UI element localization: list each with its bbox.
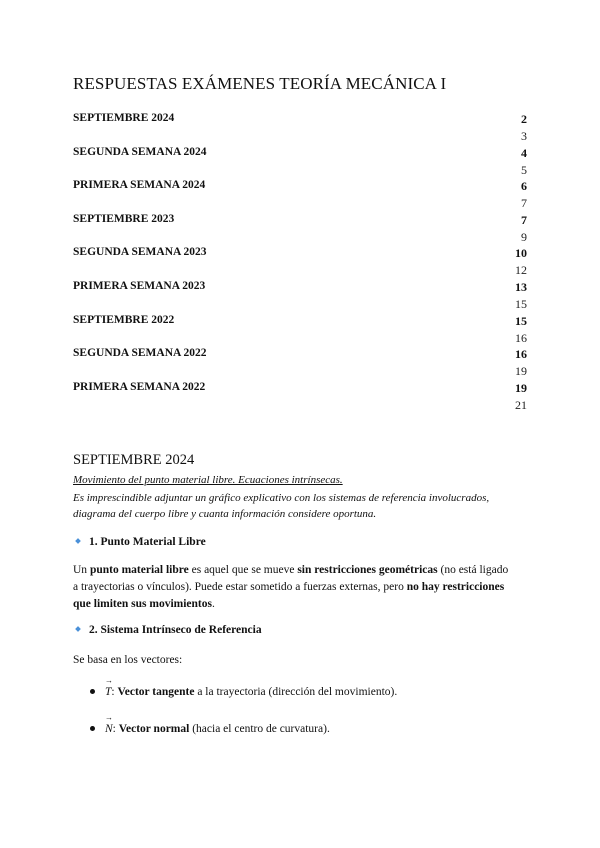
vector-letter: N xyxy=(105,723,113,735)
paragraph-text: . xyxy=(211,598,215,610)
toc-entry[interactable] xyxy=(73,179,527,213)
paragraph-intro: Se basa en los vectores: xyxy=(73,654,183,666)
vector-symbol xyxy=(105,676,113,698)
list-colon: : xyxy=(112,723,119,735)
toc-subentry-page[interactable]: 3 xyxy=(521,129,527,143)
toc-entry-page[interactable]: 13 xyxy=(515,279,527,294)
section-heading: SEPTIEMBRE 2024 xyxy=(73,452,195,468)
toc-entry-label[interactable]: SEPTIEMBRE 2022 xyxy=(73,313,175,326)
toc-entry[interactable] xyxy=(73,146,527,180)
list-colon: : xyxy=(111,686,118,698)
toc-entry[interactable] xyxy=(73,347,527,381)
bullet-dot-icon xyxy=(90,726,95,731)
toc-entry-label[interactable]: SEPTIEMBRE 2024 xyxy=(73,112,175,124)
paragraph-bold: sin restricciones geométricas xyxy=(297,564,438,576)
toc-entry[interactable] xyxy=(73,246,527,280)
toc-entry-page[interactable]: 10 xyxy=(515,246,527,261)
vector-letter: T xyxy=(105,686,112,698)
subheading-sistema-intrinseco xyxy=(76,624,262,636)
toc-entry[interactable] xyxy=(73,213,527,247)
toc-entry-label[interactable]: SEGUNDA SEMANA 2024 xyxy=(73,145,207,158)
toc-entry-label[interactable]: SEPTIEMBRE 2023 xyxy=(73,212,175,225)
list-text: a la trayectoria (dirección del movimiento). xyxy=(194,686,398,698)
toc-entry[interactable] xyxy=(73,280,527,314)
topic-title: Movimiento del punto material libre. Ecuaciones intrínsecas. xyxy=(73,474,343,486)
toc-entry-label[interactable]: PRIMERA SEMANA 2022 xyxy=(73,380,206,393)
vector-arrow: → xyxy=(105,713,113,722)
paragraph-text: (no está ligado a trayectorias o vínculos). Puede estar sometido a fuerzas externas, pero xyxy=(73,564,509,593)
subheading-punto-material-libre xyxy=(76,536,206,548)
toc-entry-page[interactable]: 6 xyxy=(521,179,527,194)
topic-instructions: Es imprescindible adjuntar un gráfico explicativo con los sistemas de referencia involucrados, diagrama del cuerpo libre y cuanta información considere oportuna. xyxy=(73,492,490,520)
bullet-dot-icon xyxy=(90,689,95,694)
toc-entry-page[interactable]: 4 xyxy=(521,145,527,160)
toc-entry[interactable] xyxy=(73,381,527,415)
toc-subentry-page[interactable]: 7 xyxy=(521,196,527,211)
toc-entry[interactable] xyxy=(73,112,527,146)
toc-subentry-page[interactable]: 5 xyxy=(521,162,527,177)
toc-entry-label[interactable]: SEGUNDA SEMANA 2022 xyxy=(73,347,207,360)
toc-entry-page[interactable]: 16 xyxy=(515,347,527,362)
list-text: (hacia el centro de curvatura). xyxy=(189,723,330,735)
list-item-normal xyxy=(90,713,330,735)
list-item-tangent xyxy=(90,676,398,698)
toc-entry-page[interactable]: 7 xyxy=(521,212,527,227)
toc-entry[interactable] xyxy=(73,314,527,348)
toc-subentry-page[interactable]: 15 xyxy=(515,296,527,311)
paragraph-text: Un xyxy=(73,564,90,576)
paragraph-bold: no hay restricciones que limiten sus movimientos xyxy=(73,581,505,610)
document-title: RESPUESTAS EXÁMENES TEORÍA MECÁNICA I xyxy=(73,74,447,93)
vector-symbol xyxy=(105,713,113,735)
toc-entry-label[interactable]: SEGUNDA SEMANA 2023 xyxy=(73,246,207,259)
vector-arrow: → xyxy=(105,676,113,685)
subheading-text: 2. Sistema Intrínseco de Referencia xyxy=(89,624,262,636)
list-bold: Vector normal xyxy=(118,723,190,735)
table-of-contents xyxy=(73,112,527,414)
toc-entry-page[interactable]: 19 xyxy=(515,380,527,395)
toc-entry-label[interactable]: PRIMERA SEMANA 2023 xyxy=(73,279,206,292)
toc-subentry-page[interactable]: 16 xyxy=(515,330,527,345)
toc-subentry-page[interactable]: 21 xyxy=(515,397,527,412)
toc-entry-page[interactable]: 2 xyxy=(521,112,527,126)
toc-subentry-page[interactable]: 9 xyxy=(521,229,527,244)
diamond-bullet-icon xyxy=(75,627,81,633)
list-bold: Vector tangente xyxy=(117,686,195,698)
subheading-text: 1. Punto Material Libre xyxy=(89,536,206,548)
paragraph-punto-material xyxy=(73,562,513,613)
toc-entry-label[interactable]: PRIMERA SEMANA 2024 xyxy=(73,179,206,192)
diamond-bullet-icon xyxy=(75,539,81,545)
toc-subentry-page[interactable]: 19 xyxy=(515,364,527,379)
toc-entry-page[interactable]: 15 xyxy=(515,313,527,328)
toc-subentry-page[interactable]: 12 xyxy=(515,263,527,278)
paragraph-text: es aquel que se mueve xyxy=(188,564,298,576)
paragraph-bold: punto material libre xyxy=(89,564,189,576)
